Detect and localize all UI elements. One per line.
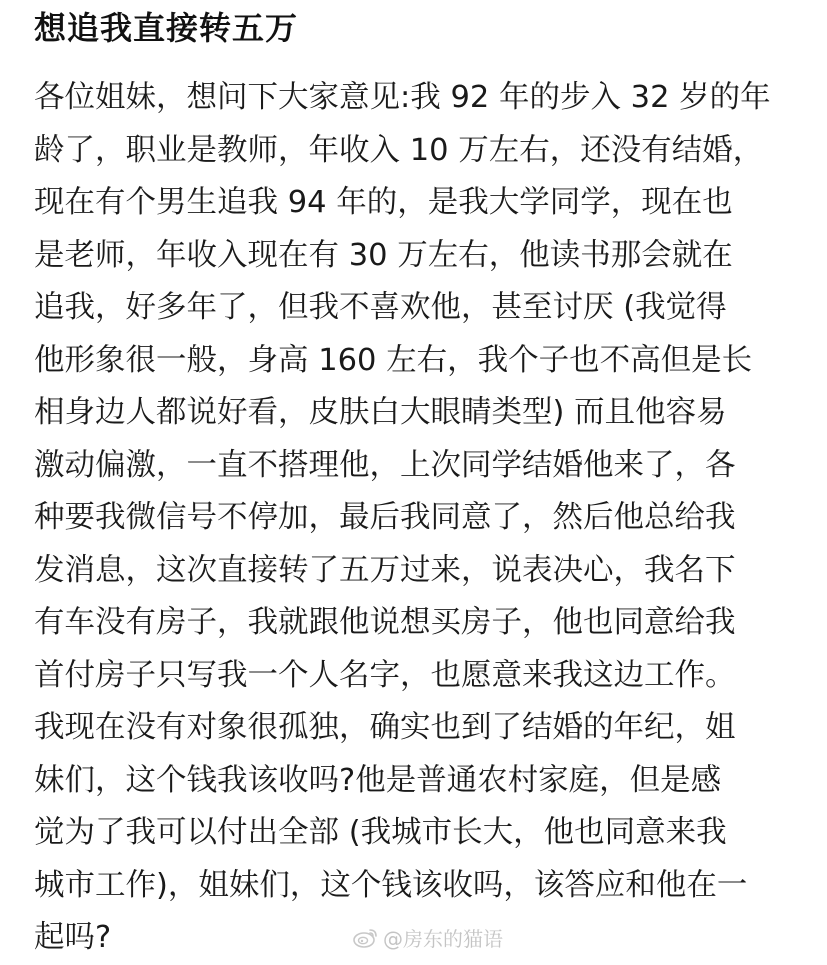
post-body-line: 现在有个男生追我 94 年的，是我大学同学，现在也	[34, 185, 733, 220]
watermark	[353, 923, 503, 951]
post-body-line: 觉为了我可以付出全部 (我城市长大，他也同意来我	[34, 815, 727, 850]
post-body-line: 相身边人都说好看，皮肤白大眼睛类型) 而且他容易	[34, 395, 727, 430]
post-body-line: 激动偏激，一直不搭理他，上次同学结婚他来了，各	[34, 447, 736, 483]
post-body-line: 他形象很一般，身高 160 左右，我个子也不高但是长	[34, 342, 753, 378]
post-title: 想追我直接转五万	[34, 9, 299, 47]
post-body-line: 有车没有房子，我就跟他说想买房子，他也同意给我	[34, 605, 736, 640]
watermark-handle: @房东的猫语	[383, 926, 503, 951]
post-body-line: 追我，好多年了，但我不喜欢他，甚至讨厌 (我觉得	[34, 290, 727, 325]
post-body-line: 是老师，年收入现在有 30 万左右，他读书那会就在	[34, 237, 733, 273]
post-body-line: 城市工作)，姐妹们，这个钱该收吗，该答应和他在一	[34, 867, 748, 903]
post-body-line: 我现在没有对象很孤独，确实也到了结婚的年纪，姐	[34, 710, 736, 745]
weibo-logo-icon	[353, 926, 379, 948]
post-body-line: 首付房子只写我一个人名字，也愿意来我这边工作。	[34, 657, 736, 693]
post-body-line: 发消息，这次直接转了五万过来，说表决心，我名下	[34, 552, 736, 588]
post-body-line: 妹们，这个钱我该收吗?他是普通农村家庭，但是感	[34, 762, 722, 798]
post-body-line: 龄了，职业是教师，年收入 10 万左右，还没有结婚，	[34, 132, 764, 168]
post-body-line: 各位姐妹，想问下大家意见:我 92 年的步入 32 岁的年	[34, 80, 771, 115]
post-body-line: 起吗?	[34, 920, 112, 955]
post-body	[34, 72, 794, 965]
post-body-line: 种要我微信号不停加，最后我同意了，然后他总给我	[34, 500, 736, 535]
